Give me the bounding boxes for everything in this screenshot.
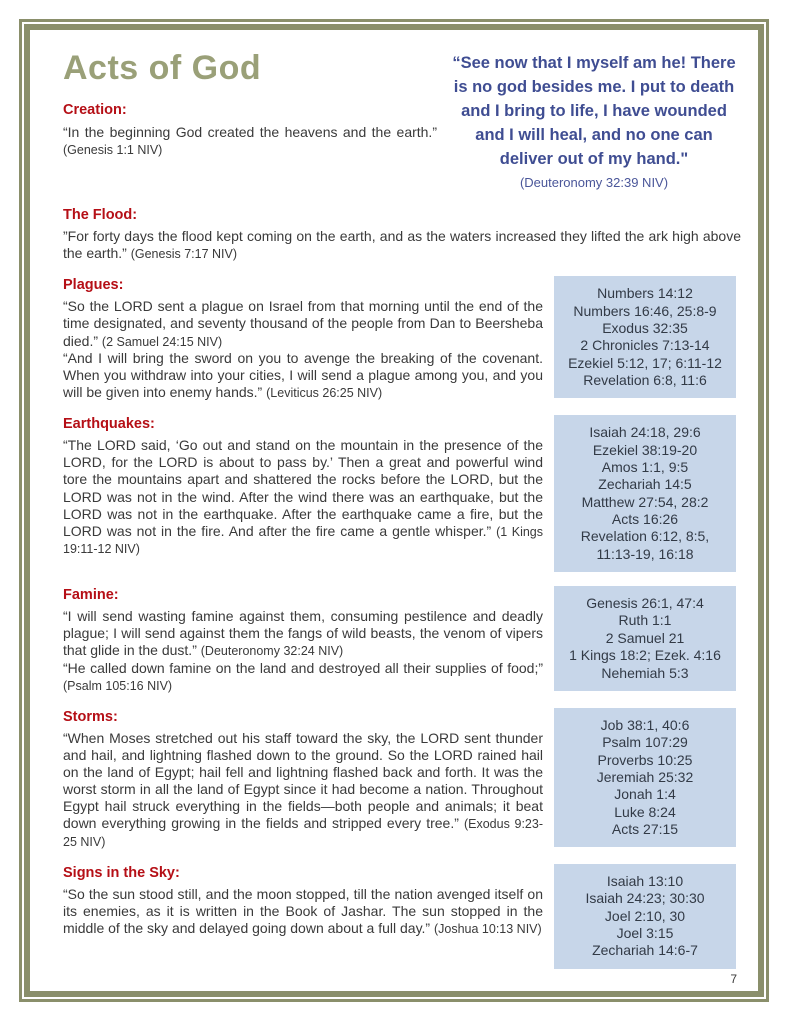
scripture-paragraph [63, 730, 543, 850]
reference-line: Numbers 14:12 [597, 285, 693, 302]
page-content [31, 30, 757, 990]
scripture-paragraph [63, 350, 543, 401]
reference-line: Luke 8:24 [614, 803, 676, 820]
reference-line: Zechariah 14:6-7 [592, 942, 698, 959]
section-heading-storms: Storms: [63, 708, 118, 725]
scripture-quote: ”For forty days the flood kept coming on the earth, and as the waters increased they lifted the ark high above the earth.” [63, 227, 741, 261]
reference-line: 2 Chronicles 7:13-14 [580, 337, 710, 354]
reference-line: Amos 1:1, 9:5 [601, 458, 689, 475]
scripture-paragraph [63, 124, 437, 158]
section-heading-creation: Creation: [63, 102, 127, 119]
section-heading-earthquakes: Earthquakes: [63, 416, 155, 433]
reference-box-signs-in-the-sky [554, 864, 736, 969]
scripture-quote: “And I will bring the sword on you to avenge the breaking of the covenant. When you withdraw into your cities, I will send a plague among you, and you will be given into enemy hands.” [63, 349, 543, 400]
section-heading-the-flood: The Flood: [63, 206, 138, 223]
reference-box-earthquakes [554, 415, 736, 572]
reference-line: Acts 27:15 [611, 821, 679, 838]
reference-line: 11:13-19, 16:18 [596, 545, 694, 562]
reference-line: Ezekiel 5:12, 17; 6:11-12 [568, 354, 722, 371]
section-creation [63, 101, 437, 157]
section-heading-signs-in-the-sky: Signs in the Sky: [63, 864, 180, 881]
reference-line: 2 Samuel 21 [605, 629, 685, 646]
scripture-quote: “When Moses stretched out his staff toward the sky, the LORD sent thunder and hail, and lightning flashed down to the ground. So the LORD rained hail on the land of Egypt; hail fell and lightning flashed back and forth. It was the worst storm in all the land of Egypt since it had become a nation. Throughout Egypt hail struck everything in the fields—both people and animals; it beat down everything growing in the fields and stripped every tree.” [63, 730, 543, 832]
reference-line: Revelation 6:8, 11:6 [583, 372, 707, 389]
reference-line: Revelation 6:12, 8:5, [580, 528, 710, 545]
section-storms [63, 708, 741, 850]
reference-line: Matthew 27:54, 28:2 [581, 493, 709, 510]
reference-box-plagues [554, 276, 736, 398]
memory-verse-block [447, 50, 741, 192]
reference-line: Exodus 32:35 [602, 319, 688, 336]
memory-verse-text: “See now that I myself am he! There is no god besides me. I put to death and I bring to life, I have wounded and I will heal, and no one can deliver out of my hand." [452, 54, 736, 168]
scripture-quote: “In the beginning God created the heavens and the earth.” [63, 123, 437, 140]
reference-line: Acts 16:26 [611, 510, 679, 527]
scripture-quote: “The LORD said, ‘Go out and stand on the mountain in the presence of the LORD, for the LORD is about to pass by.’ Then a great and powerful wind tore the mountains apart and shattered the rocks before the LORD, but the LORD was not in the wind. After the wind there was an earthquake, but the LORD was not in the earthquake. After the earthquake came a fire, but the LORD was not in the fire. And after the fire came a gentle whisper.” [63, 437, 543, 539]
section-heading-plagues: Plagues: [63, 277, 124, 294]
section-plagues [63, 276, 741, 401]
scripture-quote: “So the LORD sent a plague on Israel from that morning until the end of the time designated, and seventy thousand of the people from Dan to Beersheba died.” [63, 298, 543, 349]
reference-line: Isaiah 24:23; 30:30 [585, 890, 705, 907]
section-the-flood [63, 206, 741, 262]
scripture-paragraph [63, 608, 543, 659]
scripture-citation: (Leviticus 26:25 NIV) [266, 385, 383, 400]
section-heading-famine: Famine: [63, 587, 119, 604]
scripture-quote: “So the sun stood still, and the moon stopped, till the nation avenged itself on its enemies, as it is written in the Book of Jashar. The sun stopped in the middle of the sky and delayed going down about a full day.” [63, 886, 543, 937]
reference-box-storms [554, 708, 736, 848]
reference-line: Ezekiel 38:19-20 [592, 441, 698, 458]
reference-line: Psalm 107:29 [602, 734, 688, 751]
scripture-paragraph [63, 228, 741, 262]
scripture-citation: (Genesis 1:1 NIV) [63, 142, 163, 157]
reference-line: Jeremiah 25:32 [596, 769, 694, 785]
reference-line: Joel 2:10, 30 [604, 907, 686, 924]
scripture-quote: “I will send wasting famine against them, consuming pestilence and deadly plague; I will send against them the fangs of wild beasts, the venom of vipers that glide in the dust.” [63, 608, 543, 659]
reference-box-famine [554, 586, 736, 691]
page-title: Acts of God [63, 49, 262, 87]
reference-line: Proverbs 10:25 [597, 751, 693, 768]
section-text-column [63, 415, 543, 557]
section-text-column [63, 276, 543, 401]
reference-line: Ruth 1:1 [618, 612, 672, 629]
reference-line: Joel 3:15 [616, 925, 674, 942]
header-row [63, 50, 741, 192]
scripture-citation: (1 Kings 19:11-12 NIV) [63, 524, 544, 556]
scripture-quote: “He called down famine on the land and destroyed all their supplies of food;” [63, 659, 543, 676]
reference-line: Job 38:1, 40:6 [600, 716, 690, 733]
page-number: 7 [730, 972, 737, 986]
reference-line: Zechariah 14:5 [598, 476, 692, 493]
section-text-column [63, 708, 543, 850]
reference-line: 1 Kings 18:2; Ezek. 4:16 [569, 647, 721, 664]
scripture-paragraph [63, 886, 543, 937]
reference-line: Isaiah 13:10 [606, 872, 684, 889]
scripture-citation: (Joshua 10:13 NIV) [433, 922, 542, 937]
section-text-column [63, 586, 543, 694]
header-left-column [63, 50, 447, 158]
scripture-citation: (Psalm 105:16 NIV) [63, 678, 173, 693]
scripture-citation: (Exodus 9:23-25 NIV) [63, 817, 543, 849]
scripture-paragraph [63, 437, 543, 557]
section-famine [63, 586, 741, 694]
section-signs-in-the-sky [63, 864, 741, 969]
section-text-column [63, 864, 543, 938]
memory-verse-reference: (Deuteronomy 32:39 NIV) [519, 174, 669, 190]
section-earthquakes [63, 415, 741, 572]
reference-line: Isaiah 24:18, 29:6 [589, 424, 701, 441]
reference-line: Genesis 26:1, 47:4 [586, 595, 704, 612]
scripture-paragraph [63, 660, 543, 694]
reference-line: Jonah 1:4 [614, 786, 676, 803]
reference-line: Numbers 16:46, 25:8-9 [573, 302, 717, 319]
reference-line: Nehemiah 5:3 [601, 664, 689, 681]
scripture-citation: (Deuteronomy 32:24 NIV) [200, 644, 344, 659]
scripture-citation: (Genesis 7:17 NIV) [130, 247, 238, 261]
scripture-citation: (2 Samuel 24:15 NIV) [101, 334, 223, 349]
scripture-paragraph [63, 298, 543, 349]
